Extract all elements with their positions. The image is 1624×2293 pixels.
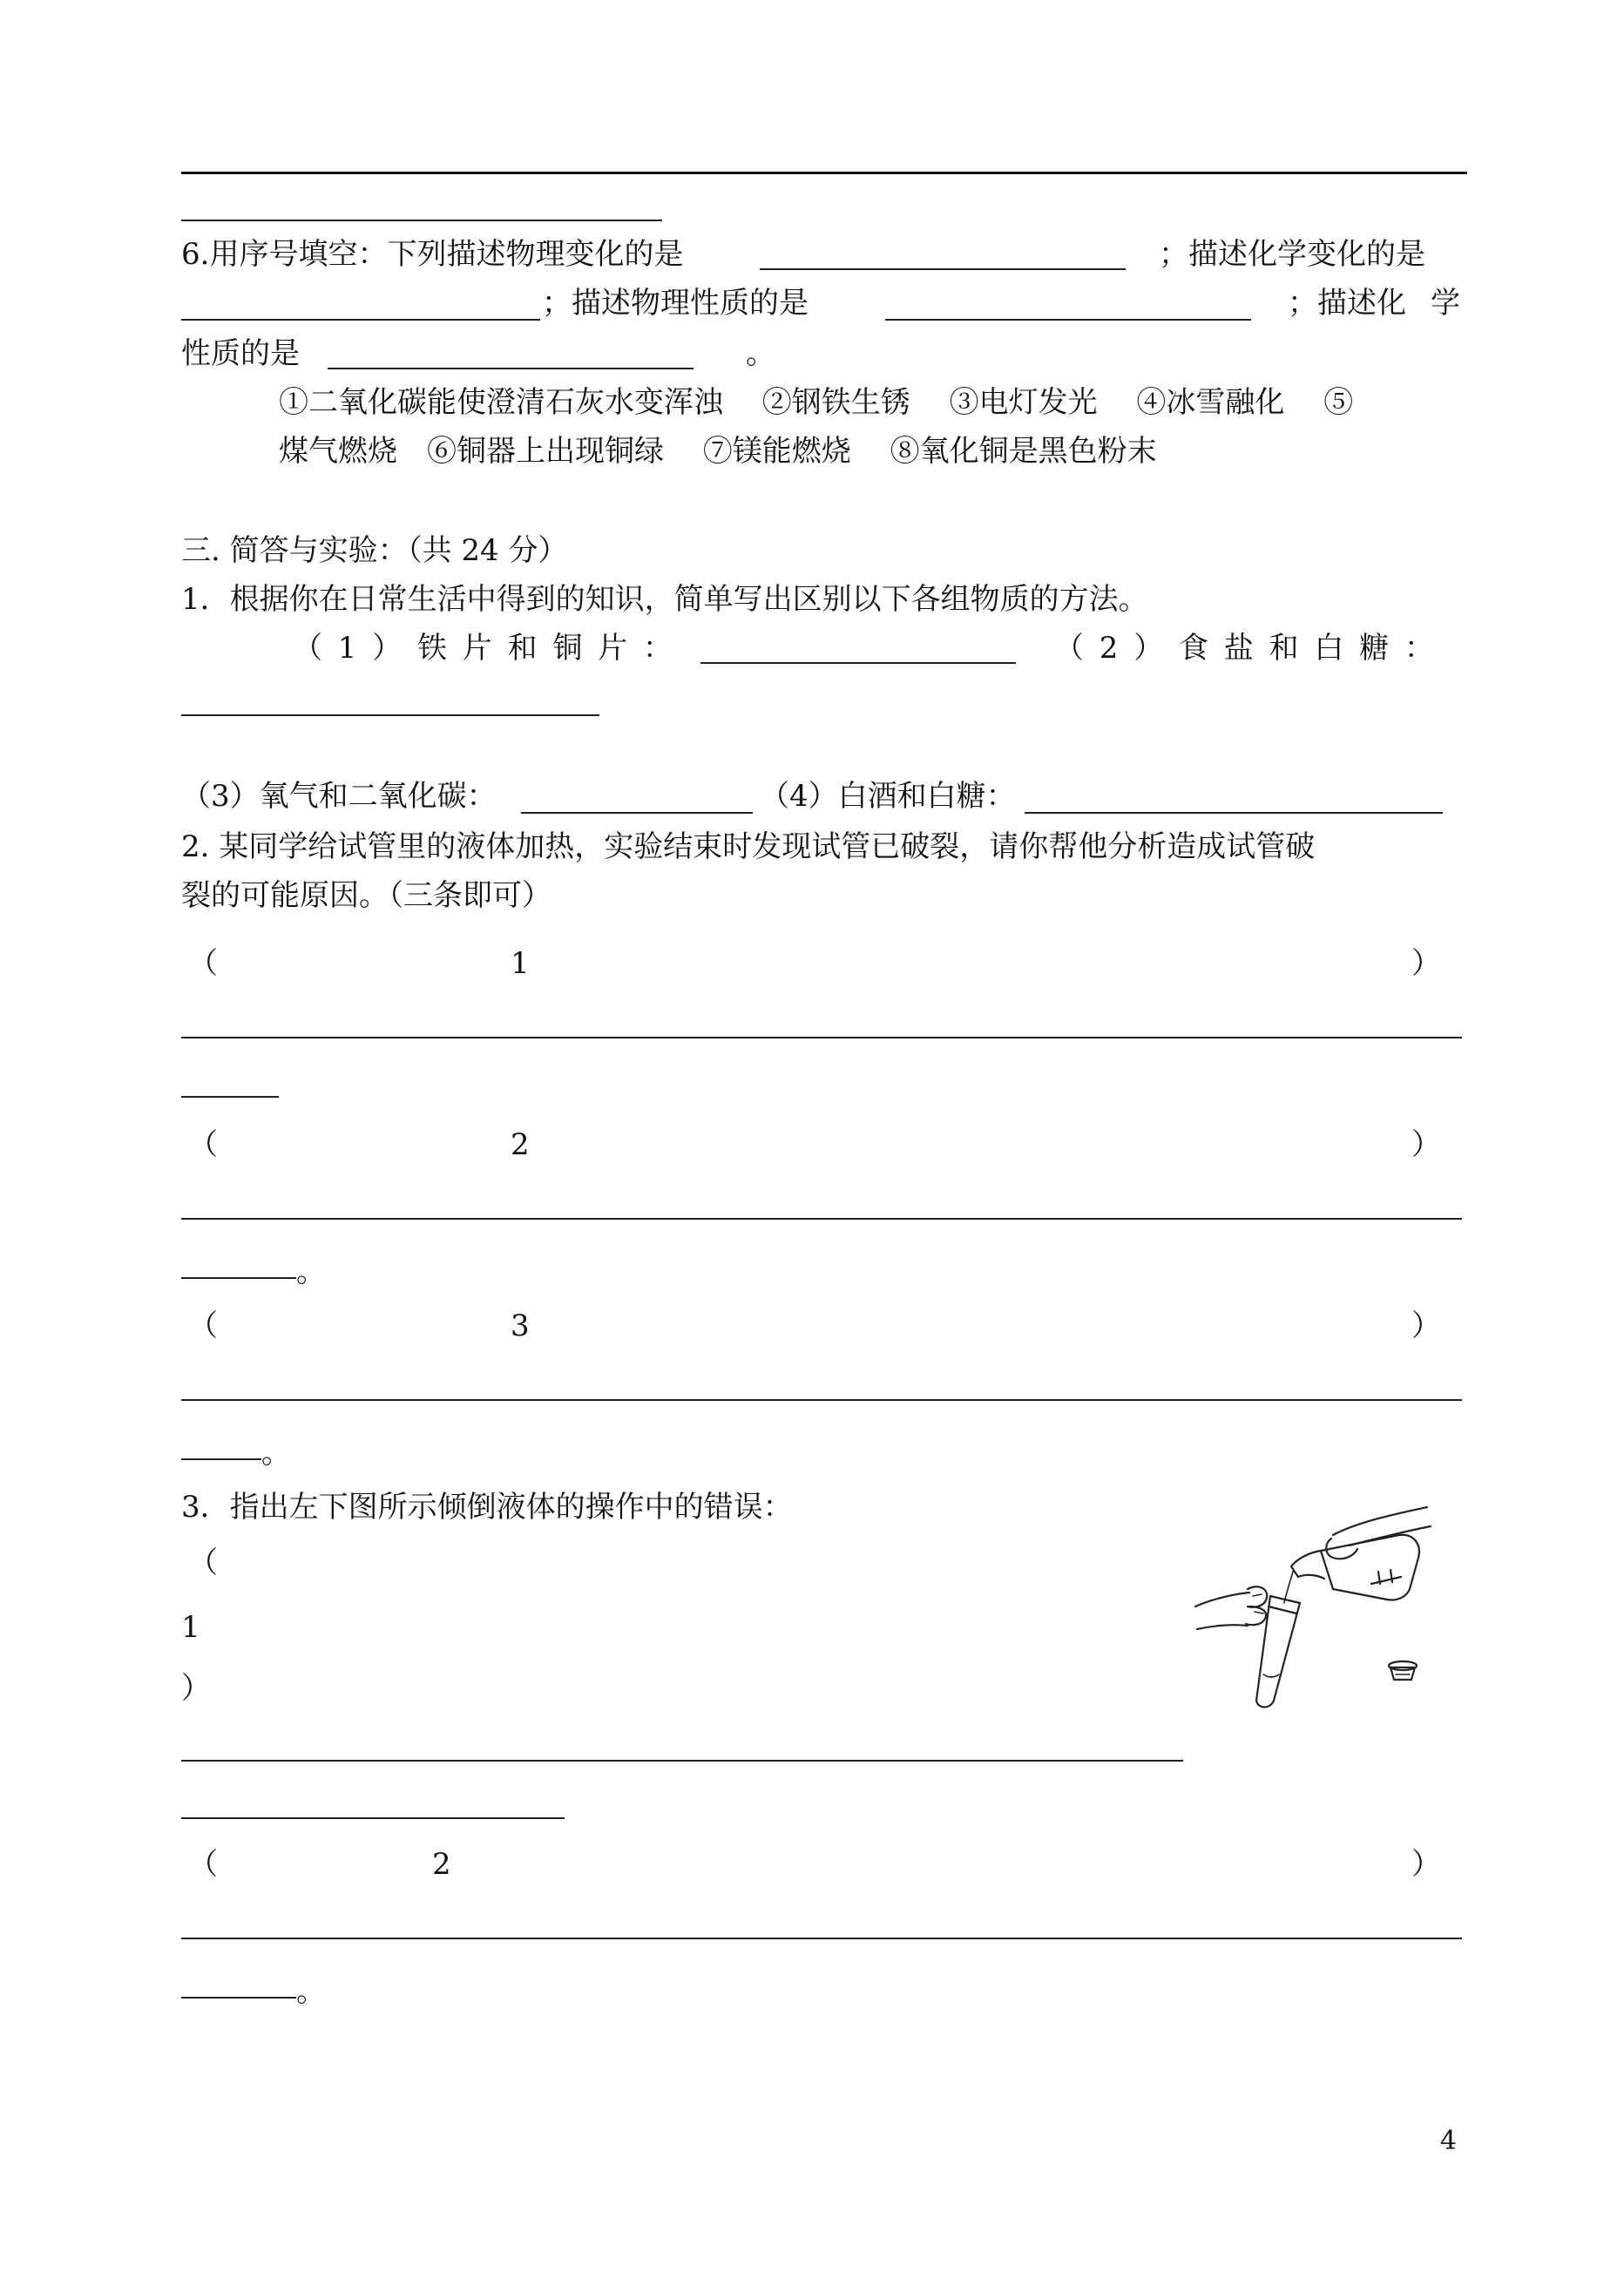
q3-item2-number: 2 <box>432 1847 451 1882</box>
q3-item1-number: 1 <box>181 1610 200 1645</box>
answer-line[interactable] <box>181 714 599 716</box>
q1-part3-label: （3）氧气和二氧化碳： <box>181 779 497 814</box>
answer-line[interactable] <box>885 319 1251 321</box>
q6-line1-b: ；描述化学变化的是 <box>1159 237 1425 272</box>
answer-line[interactable] <box>181 1938 1462 1939</box>
answer-line[interactable] <box>1025 812 1443 814</box>
q3-text: 3．指出左下图所示倾倒液体的操作中的错误： <box>181 1490 793 1525</box>
answer-line[interactable] <box>181 1096 279 1098</box>
q2-paren-open: （ <box>188 1127 218 1162</box>
q2-item2-number: 2 <box>511 1127 530 1162</box>
answer-line[interactable] <box>181 1817 565 1819</box>
q2-paren-close: ） <box>1411 1309 1441 1343</box>
q6-options-line1: ①二氧化碳能使澄清石灰水变浑浊 ②钢铁生锈 ③电灯发光 ④冰雪融化 ⑤ <box>279 385 1354 420</box>
q3-paren-open: （ <box>188 1546 218 1580</box>
q2-item1-number: 1 <box>511 946 530 981</box>
q2-item2-end: 。 <box>296 1255 326 1289</box>
q1-text: 1．根据你在日常生活中得到的知识，简单写出区别以下各组物质的方法。 <box>181 582 1148 617</box>
pouring-liquid-illustration <box>1194 1504 1455 1713</box>
q3-item2-end: 。 <box>296 1974 326 2009</box>
answer-line[interactable] <box>181 1277 296 1279</box>
answer-line[interactable] <box>181 1997 296 1999</box>
q2-paren-open: （ <box>188 1309 218 1343</box>
answer-line[interactable] <box>700 662 1016 664</box>
answer-line[interactable] <box>181 1399 1462 1401</box>
q2-item3-number: 3 <box>511 1309 530 1343</box>
q2-text-line2: 裂的可能原因。（三条即可） <box>181 878 551 913</box>
answer-line[interactable] <box>181 1760 1183 1762</box>
q6-options-line2: 煤气燃烧 ⑥铜器上出现铜绿 ⑦镁能燃烧 ⑧氧化铜是黑色粉末 <box>279 434 1157 469</box>
q6-line1-a: 6.用序号填空：下列描述物理变化的是 <box>181 237 684 272</box>
q2-item3-end: 。 <box>261 1436 291 1471</box>
answer-line[interactable] <box>181 1458 261 1460</box>
q6-line3-end: 。 <box>746 336 775 371</box>
q6-line2-a: ；描述物理性质的是 <box>542 286 809 321</box>
q1-part1-label: （ 1 ） 铁 片 和 铜 片 ： <box>293 631 673 666</box>
q2-paren-close: ） <box>1411 946 1441 981</box>
answer-line[interactable] <box>181 1037 1462 1038</box>
q2-text-line1: 2. 某同学给试管里的液体加热，实验结束时发现试管已破裂，请你帮他分析造成试管破 <box>181 829 1316 864</box>
section-title: 三. 简答与实验：（共 24 分） <box>181 533 568 568</box>
answer-line[interactable] <box>181 319 540 321</box>
header-rule <box>181 172 1467 174</box>
q6-line2-b: ；描述化 <box>1288 286 1406 321</box>
answer-line[interactable] <box>328 368 694 369</box>
q1-part2-label: （ 2 ） 食 盐 和 白 糖 ： <box>1054 631 1434 666</box>
q6-line3-a: 性质的是 <box>181 336 300 371</box>
q2-paren-open: （ <box>188 946 218 981</box>
q3-paren-close: ） <box>181 1671 211 1706</box>
answer-line[interactable] <box>760 268 1126 270</box>
q3-paren-open: （ <box>188 1847 218 1882</box>
answer-line[interactable] <box>521 812 753 814</box>
page-number: 4 <box>1439 2126 1457 2156</box>
answer-line[interactable] <box>181 1218 1462 1220</box>
q1-part4-label: （4）白酒和白糖： <box>760 779 1016 814</box>
q6-line2-c: 学 <box>1431 286 1460 321</box>
q2-paren-close: ） <box>1411 1127 1441 1162</box>
answer-line <box>181 220 662 221</box>
q3-paren-close: ） <box>1411 1847 1441 1882</box>
